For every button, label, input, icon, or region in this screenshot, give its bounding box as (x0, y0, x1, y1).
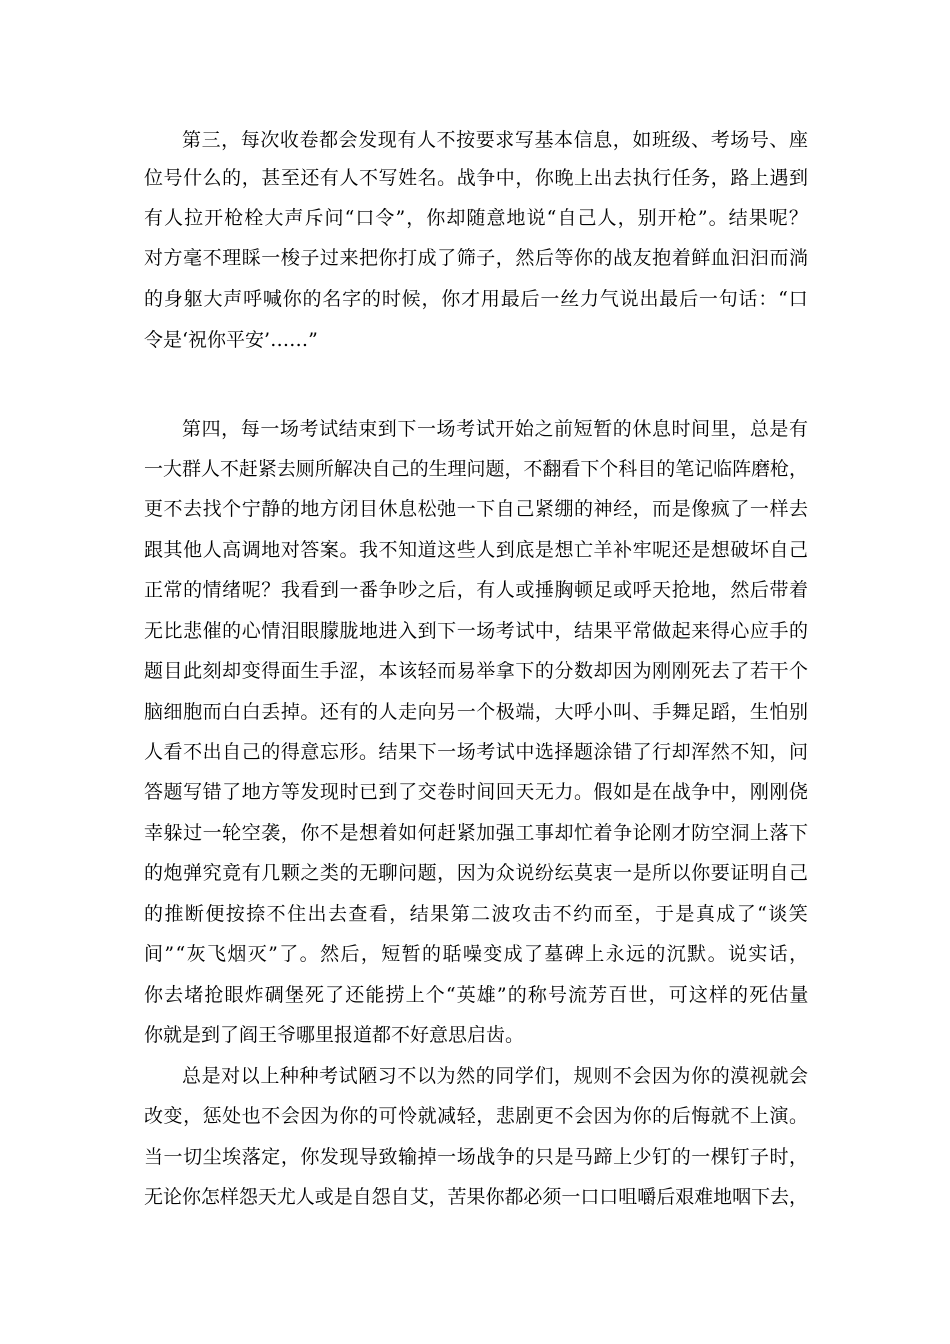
paragraph-line: 无论你怎样怨天尤人或是自怨自艾，苦果你都必须一口口咀嚼后艰难地咽下去， (144, 1186, 808, 1208)
paragraph-line: 令是‘祝你平安’……” (144, 329, 318, 351)
paragraph-line: 一大群人不赶紧去厕所解决自己的生理问题，不翻看下个科目的笔记临阵磨枪， (144, 458, 808, 480)
paragraph-line: 的推断便按捺不住出去查看，结果第二波攻击不约而至，于是真成了“谈笑 (144, 903, 810, 925)
paragraph-line: 第四，每一场考试结束到下一场考试开始之前短暂的休息时间里，总是有 (182, 418, 809, 440)
paragraph-line: 你就是到了阎王爷哪里报道都不好意思启齿。 (144, 1024, 525, 1046)
paragraph-line: 间”“灰飞烟灭”了。然后，短暂的聒噪变成了墓碑上永远的沉默。说实话， (144, 943, 810, 965)
paragraph-line: 跟其他人高调地对答案。我不知道这些人到底是想亡羊补牢呢还是想破坏自己 (144, 539, 809, 561)
paragraph-line: 对方毫不理睬一梭子过来把你打成了筛子，然后等你的战友抱着鲜血汩汩而淌 (144, 247, 809, 269)
paragraph-line: 改变，惩处也不会因为你的可怜就减轻，悲剧更不会因为你的后悔就不上演。 (144, 1105, 809, 1127)
paragraph-line: 更不去找个宁静的地方闭目休息松弛一下自己紧绷的神经，而是像疯了一样去 (144, 498, 809, 520)
paragraph-line: 正常的情绪呢？我看到一番争吵之后，有人或捶胸顿足或呼天抢地，然后带着 (144, 579, 809, 601)
paragraph-line: 第三，每次收卷都会发现有人不按要求写基本信息，如班级、考场号、座 (182, 129, 809, 151)
paragraph-line: 人看不出自己的得意忘形。结果下一场考试中选择题涂错了行却浑然不知，问 (144, 741, 809, 763)
paragraph-line: 的炮弹究竟有几颗之类的无聊问题，因为众说纷纭莫衷一是所以你要证明自己 (144, 862, 809, 884)
paragraph-line: 位号什么的，甚至还有人不写姓名。战争中，你晚上出去执行任务，路上遇到 (144, 167, 809, 189)
paragraph-line: 有人拉开枪栓大声斥问“口令”，你却随意地说“自己人，别开枪”。结果呢？ (144, 207, 809, 229)
paragraph-line: 幸躲过一轮空袭，你不是想着如何赶紧加强工事却忙着争论刚才防空洞上落下 (144, 822, 809, 844)
paragraph-line: 题目此刻却变得面生手涩，本该轻而易举拿下的分数却因为刚刚死去了若干个 (144, 660, 809, 682)
paragraph-line: 答题写错了地方等发现时已到了交卷时间回天无力。假如是在战争中，刚刚侥 (144, 781, 809, 803)
paragraph-line: 脑细胞而白白丢掉。还有的人走向另一个极端，大呼小叫、手舞足蹈，生怕别 (144, 701, 809, 723)
paragraph-line: 的身躯大声呼喊你的名字的时候，你才用最后一丝力气说出最后一句话：“口 (144, 288, 809, 310)
paragraph-line: 当一切尘埃落定，你发现导致输掉一场战争的只是马蹄上少钉的一棵钉子时， (144, 1146, 809, 1168)
paragraph-line: 无比悲催的心情泪眼朦胧地进入到下一场考试中，结果平常做起来得心应手的 (144, 620, 809, 642)
paragraph-line: 你去堵抢眼炸碉堡死了还能捞上个“英雄”的称号流芳百世，可这样的死估量 (144, 984, 810, 1006)
paragraph-line: 总是对以上种种考试陋习不以为然的同学们，规则不会因为你的漠视就会 (182, 1065, 809, 1087)
